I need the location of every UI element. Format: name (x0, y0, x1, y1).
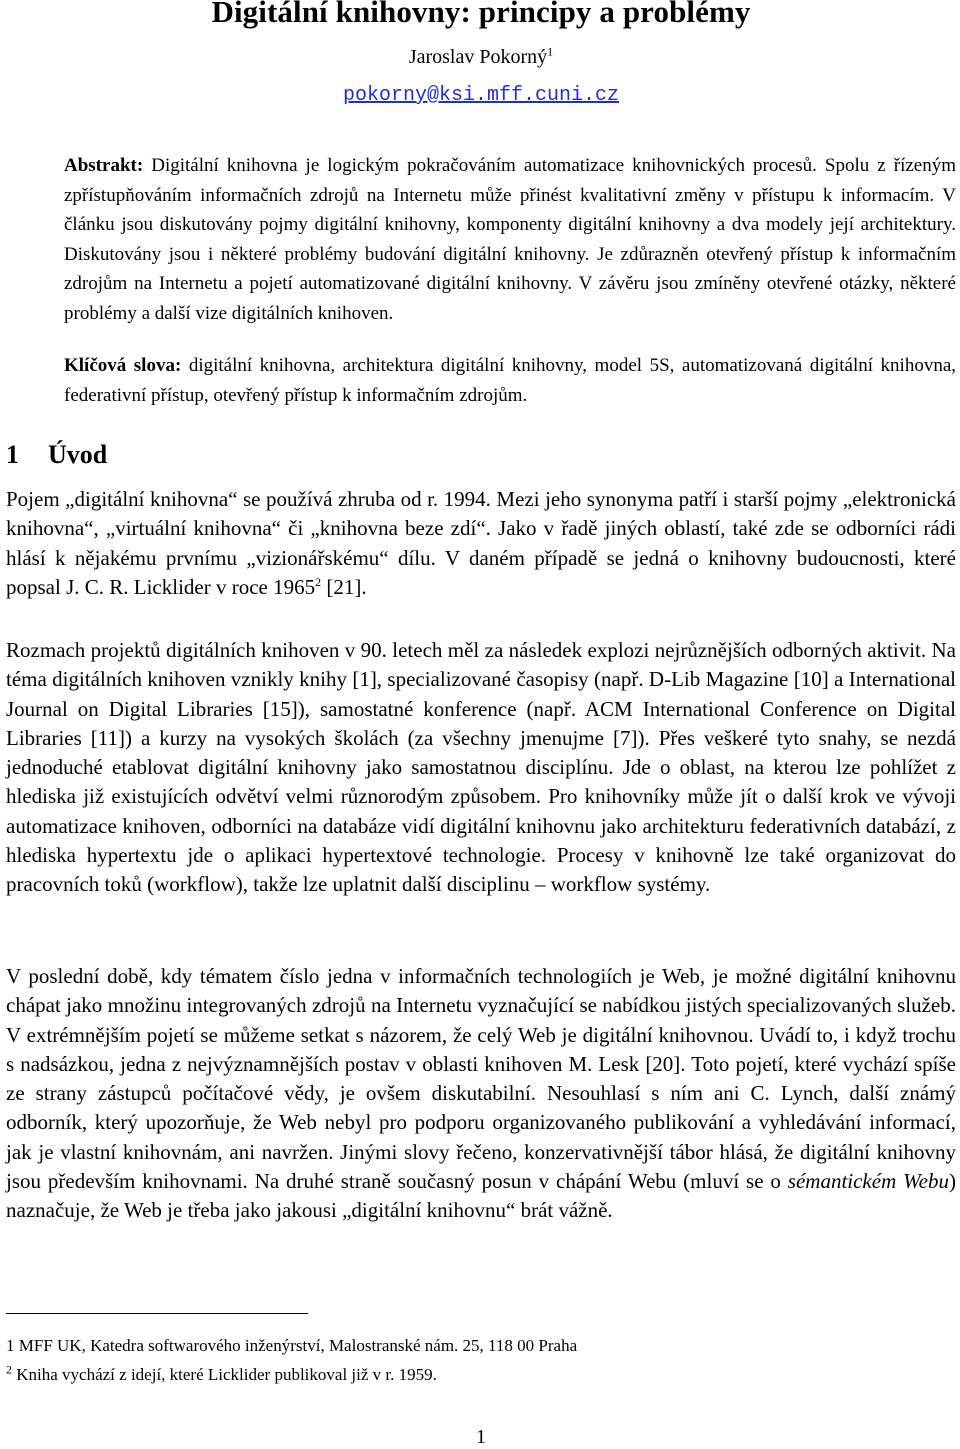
footnote-1-text: MFF UK, Katedra softwarového inženýrství, Malostranské nám. 25, 118 00 Praha (14, 1336, 578, 1355)
paragraph-3-end: ) naznačuje, že Web je třeba jako jakousi „digitální knihovnu“ brát vážně. (6, 1169, 956, 1223)
section-number: 1 (6, 440, 19, 469)
author-line (6, 46, 956, 69)
footnote-ref-2: 2 (315, 574, 322, 589)
author-name: Jaroslav Pokorný (408, 46, 548, 68)
author-email-link[interactable]: pokorny@ksi.mff.cuni.cz (342, 84, 620, 107)
footnote-2-mark: 2 (6, 1362, 12, 1377)
paragraph-3 (6, 962, 956, 1226)
paragraph-1 (6, 485, 956, 602)
paragraph-3-text: V poslední době, kdy tématem číslo jedna v informačních technologiích je Web, je možné digitální knihovnu chápat jako množinu integrovaných zdrojů na Internetu vyznačující se nabídkou jistých specializovaných služeb. V extrémnějším pojetí se můžeme setkat s názorem, že celý Web je digitální knihovnou. Uvádí to, i když trochu s nadsázkou, jedna z nejvýznamnějších postav v oblasti knihoven M. Lesk [20]. Toto pojetí, které vychází spíše ze strany zástupců počítačové vědy, je ovšem diskutabilní. Nesouhlasí s ním ani C. Lynch, další známý odborník, který upozorňuje, že Web nebyl pro podporu organizovaného publikování a vyhledávání informací, jak je vlastní knihovnám, ani navržen. Jinými slovy řečeno, konzervativnější tábor hlásá, že digitální knihovny jsou především knihovnami. Na druhé straně současný posun v chápání Webu (mluví se o (6, 964, 956, 1194)
section-heading (6, 440, 107, 470)
keywords-label: Klíčová slova: (64, 355, 182, 376)
abstract-text: Digitální knihovna je logickým pokračováním automatizace knihovnických procesů. Spolu z řízeným zpřístupňováním informačních zdrojů na Internetu může přinést kvalitativní změny v přístupu k informacím. V článku jsou diskutovány pojmy digitální knihovny, komponenty digitální knihovny a dva modely její architektury. Diskutovány jsou i některé problémy budování digitální knihovny. Je zdůrazněn otevřený přístup k informačním zdrojům na Internetu a pojetí automatizované digitální knihovny. V závěru jsou zmíněny otevřené otázky, některé problémy a další vize digitálních knihoven. (64, 155, 957, 324)
author-footnote-ref: 1 (547, 44, 554, 59)
paragraph-1-text: Pojem „digitální knihovna“ se používá zhruba od r. 1994. Mezi jeho synonyma patří i starší pojmy „elektronická knihovna“, „virtuální knihovna“ či „knihovna beze zdí“. Jako v řadě jiných oblastí, také zde se odborníci rádi hlásí k nějakému prvnímu „vizionářskému“ dílu. V daném případě se jedná o knihovny budoucnosti, které popsal J. C. R. Licklider v roce 1965 (6, 487, 956, 599)
paper-title: Digitální knihovny: principy a problémy (211, 0, 751, 29)
footnote-2 (6, 1362, 437, 1385)
keywords-text: digitální knihovna, architektura digitální knihovny, model 5S, automatizovaná digitální knihovna, federativní přístup, otevřený přístup k informačním zdrojům. (64, 355, 957, 406)
section-title: Úvod (48, 440, 108, 469)
footnote-1-mark: 1 (6, 1336, 15, 1355)
paragraph-1-citation: [21]. (321, 574, 367, 599)
footnote-separator (6, 1313, 308, 1314)
abstract-label: Abstrakt: (64, 155, 144, 176)
abstract (64, 151, 956, 328)
footnote-2-text: Kniha vychází z idejí, které Licklider publikoval již v r. 1959. (12, 1365, 437, 1384)
keywords (64, 351, 956, 410)
paragraph-2: Rozmach projektů digitálních knihoven v 90. letech měl za následek explozi nejrůznějších odborných aktivit. Na téma digitálních knihoven vznikly knihy [1], specializované časopisy (např. D-Lib Magazine [10] a International Journal on Digital Libraries [15]), samostatné konference (např. ACM International Conference on Digital Libraries [11]) a kurzy na vysokých školách (za všechny jmenujme [7]). Přes veškeré tyto snahy, se nezdá jednoduché etablovat digitální knihovny jako samostatnou disciplínu. Jde o oblast, na kterou lze pohlížet z hlediska již existujících odvětví velmi různorodým způsobem. Pro knihovníky může jít o další krok ve vývoji automatizace knihoven, odborníci na databáze vidí digitální knihovnu jako architekturu federativních databází, z hlediska hypertextu jde o aplikaci hypertextové technologie. Procesy v knihovně lze také organizovat do pracovních toků (workflow), takže lze uplatnit další disciplinu – workflow systémy. (6, 638, 956, 897)
page-number: 1 (476, 1426, 486, 1448)
paragraph-3-italic: sémantickém Webu (787, 1169, 949, 1194)
footnote-1 (6, 1336, 577, 1356)
